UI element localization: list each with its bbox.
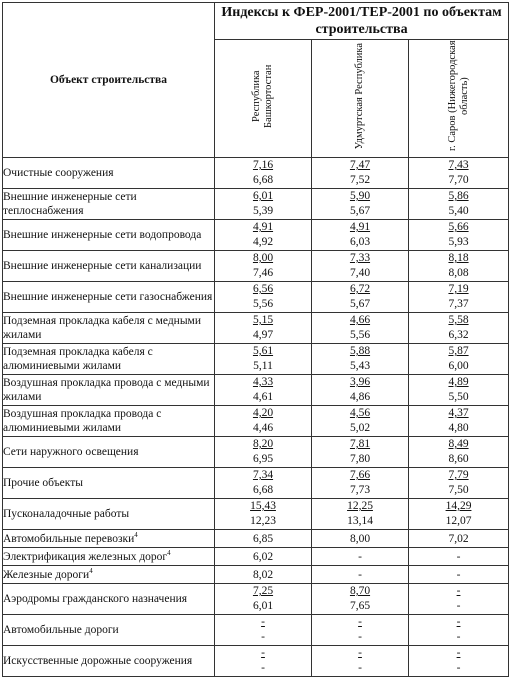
table-row <box>3 499 509 530</box>
table-header <box>3 3 509 158</box>
index-value-top: 8,70 <box>349 585 371 597</box>
table-row <box>3 251 509 282</box>
index-cell <box>409 158 509 189</box>
index-pair <box>215 646 311 676</box>
index-value-bottom: 8,60 <box>448 453 469 465</box>
index-cell <box>409 251 509 282</box>
index-value-top: 8,18 <box>448 252 469 264</box>
table-row <box>3 646 509 677</box>
object-column-header: Объект строительства <box>3 3 215 158</box>
index-value-bottom: 7,46 <box>252 267 274 279</box>
index-value-bottom: 4,86 <box>349 391 371 403</box>
index-pair <box>409 375 508 405</box>
index-value-bottom: 5,43 <box>349 360 371 372</box>
index-cell <box>312 251 409 282</box>
object-name: Подземная прокладка кабеля с медными жилами <box>3 315 201 341</box>
object-name: Аэродромы гражданского назначения <box>3 593 188 605</box>
index-value-top: 5,86 <box>448 190 469 202</box>
index-cell <box>312 220 409 251</box>
index-pair <box>215 468 311 498</box>
index-value-top: 7,16 <box>252 159 274 171</box>
index-value-bottom: - <box>456 600 461 612</box>
object-name: Сети наружного освещения <box>3 446 139 458</box>
index-pair <box>409 406 508 436</box>
index-cell <box>312 406 409 437</box>
index-pair <box>215 344 311 374</box>
region-label: г. Саров (Нижегородская область) <box>446 40 470 152</box>
object-name-cell <box>3 406 215 437</box>
index-value-bottom: 5,40 <box>448 205 469 217</box>
index-pair <box>215 499 311 529</box>
index-value: 6,02 <box>252 550 274 563</box>
index-value-bottom: 5,39 <box>252 205 274 217</box>
object-name-cell <box>3 344 215 375</box>
index-cell <box>409 646 509 677</box>
index-cell <box>215 548 312 566</box>
index-value-top: 4,89 <box>448 376 469 388</box>
index-value-bottom: 4,46 <box>252 422 274 434</box>
object-name-cell <box>3 584 215 615</box>
index-pair <box>409 220 508 250</box>
index-value: 8,00 <box>349 532 371 545</box>
index-value-top: - <box>261 616 265 628</box>
index-value-bottom: 7,65 <box>349 600 371 612</box>
index-value-top: 3,96 <box>349 376 371 388</box>
index-value-bottom: 5,67 <box>349 205 371 217</box>
region-header <box>409 40 509 158</box>
index-value-bottom: 5,67 <box>349 298 371 310</box>
object-name: Воздушная прокладка провода с медными жилами <box>3 377 210 403</box>
index-pair <box>409 437 508 467</box>
index-value-top: 4,37 <box>448 407 469 419</box>
object-name-cell <box>3 251 215 282</box>
index-value-top: 15,43 <box>250 500 276 512</box>
index-value-bottom: 6,01 <box>252 600 274 612</box>
table-body <box>3 158 509 677</box>
index-cell <box>409 189 509 220</box>
footnote-marker: 4 <box>167 548 171 557</box>
index-value-bottom: 7,70 <box>448 174 469 186</box>
index-cell <box>409 584 509 615</box>
index-value-bottom: 5,56 <box>252 298 274 310</box>
object-name: Воздушная прокладка провода с алюминиевыми жилами <box>3 408 162 434</box>
indices-title: Индексы к ФЕР-2001/ТЕР-2001 по объектам строительства <box>215 3 509 40</box>
index-value-top: 8,20 <box>252 438 274 450</box>
object-name: Подземная прокладка кабеля с алюминиевыми жилами <box>3 346 153 372</box>
index-cell <box>312 584 409 615</box>
index-value-top: 7,33 <box>349 252 371 264</box>
index-cell <box>215 251 312 282</box>
index-cell <box>312 189 409 220</box>
index-value-top: 7,19 <box>448 283 469 295</box>
index-pair <box>215 189 311 219</box>
index-value-bottom: 8,08 <box>448 267 469 279</box>
index-value-top: - <box>358 616 362 628</box>
object-name-cell <box>3 220 215 251</box>
index-cell <box>215 220 312 251</box>
index-pair <box>312 646 408 676</box>
index-cell <box>215 406 312 437</box>
index-value-top: 4,91 <box>252 221 274 233</box>
index-cell <box>312 530 409 548</box>
region-label: Удмуртская Республика <box>354 42 365 150</box>
index-value-top: 6,72 <box>349 283 371 295</box>
index-cell <box>409 468 509 499</box>
index-pair <box>215 158 311 188</box>
table-row <box>3 344 509 375</box>
index-cell <box>215 584 312 615</box>
index-cell <box>312 437 409 468</box>
index-cell <box>312 646 409 677</box>
index-value-top: 4,33 <box>252 376 274 388</box>
index-value-top: 8,00 <box>252 252 274 264</box>
object-name-cell <box>3 615 215 646</box>
index-value-top: 5,87 <box>448 345 469 357</box>
object-name: Электрификация железных дорог <box>3 550 168 563</box>
index-cell <box>409 530 509 548</box>
index-cell <box>409 566 509 584</box>
index-value-bottom: 5,02 <box>349 422 371 434</box>
index-cell <box>215 646 312 677</box>
index-value-top: 7,81 <box>349 438 371 450</box>
object-name: Внешние инженерные сети водопровода <box>3 229 202 241</box>
index-value-top: - <box>261 647 265 659</box>
index-pair <box>409 282 508 312</box>
object-name-cell <box>3 499 215 530</box>
table-row <box>3 375 509 406</box>
index-pair <box>215 406 311 436</box>
index-cell <box>215 530 312 548</box>
index-value-top: - <box>456 616 461 628</box>
region-label: Республика Башкортостан <box>251 64 274 128</box>
object-name: Очистные сооружения <box>3 167 114 179</box>
index-pair <box>215 584 311 614</box>
index-pair <box>312 189 408 219</box>
index-pair <box>312 499 408 529</box>
table-row <box>3 158 509 189</box>
index-value-top: 4,56 <box>349 407 371 419</box>
index-value-bottom: 5,50 <box>448 391 469 403</box>
index-cell <box>409 344 509 375</box>
index-value-bottom: 6,03 <box>349 236 371 248</box>
index-value: - <box>358 550 362 563</box>
index-value-top: 14,29 <box>445 500 472 512</box>
object-name-cell <box>3 548 215 566</box>
index-pair <box>409 615 508 645</box>
index-cell <box>215 313 312 344</box>
index-pair <box>409 251 508 281</box>
index-cell <box>409 220 509 251</box>
index-value-bottom: 5,11 <box>253 360 273 372</box>
index-cell <box>409 406 509 437</box>
index-value-bottom: 6,00 <box>448 360 469 372</box>
index-value: 7,02 <box>448 532 469 545</box>
index-cell <box>215 189 312 220</box>
index-pair <box>215 375 311 405</box>
index-cell <box>312 158 409 189</box>
region-header <box>215 40 312 158</box>
object-name: Железные дороги <box>3 568 90 581</box>
index-value-bottom: 5,93 <box>448 236 469 248</box>
index-pair <box>409 499 508 529</box>
index-value-bottom: - <box>358 662 362 674</box>
index-cell <box>409 499 509 530</box>
index-value-top: 4,20 <box>252 407 274 419</box>
index-cell <box>215 375 312 406</box>
index-pair <box>312 220 408 250</box>
object-name: Автомобильные дороги <box>3 624 119 636</box>
object-name: Внешние инженерные сети теплоснабжения <box>3 191 137 217</box>
index-cell <box>215 468 312 499</box>
index-value-bottom: 4,97 <box>252 329 274 341</box>
object-name: Искусственные дорожные сооружения <box>3 655 193 667</box>
index-cell <box>215 344 312 375</box>
index-value-bottom: 6,32 <box>448 329 469 341</box>
index-cell <box>409 615 509 646</box>
index-cell <box>312 282 409 313</box>
index-value-top: 12,25 <box>347 500 373 512</box>
index-pair <box>312 313 408 343</box>
index-cell <box>409 548 509 566</box>
index-value-top: 7,66 <box>349 469 371 481</box>
object-name: Пусконаладочные работы <box>3 508 130 520</box>
index-pair <box>312 615 408 645</box>
index-value-bottom: 7,40 <box>349 267 371 279</box>
index-pair <box>215 220 311 250</box>
index-value-bottom: 13,14 <box>347 515 373 527</box>
index-value-top: 7,25 <box>252 585 274 597</box>
index-cell <box>409 313 509 344</box>
index-value-top: 4,66 <box>349 314 371 326</box>
index-value-bottom: 7,50 <box>448 484 469 496</box>
index-value-bottom: - <box>456 662 461 674</box>
index-value-top: 5,15 <box>252 314 274 326</box>
index-pair <box>215 313 311 343</box>
index-cell <box>312 499 409 530</box>
index-value-top: 7,47 <box>349 159 371 171</box>
table-row <box>3 282 509 313</box>
index-pair <box>312 158 408 188</box>
index-value-bottom: 4,61 <box>252 391 274 403</box>
table-row <box>3 566 509 584</box>
object-name-cell <box>3 189 215 220</box>
index-value-top: 7,79 <box>448 469 469 481</box>
index-value-bottom: - <box>358 631 362 643</box>
index-cell <box>215 499 312 530</box>
index-value-bottom: - <box>261 631 265 643</box>
index-pair <box>312 468 408 498</box>
index-value-top: - <box>456 647 461 659</box>
index-value-top: 7,43 <box>448 159 469 171</box>
index-value-bottom: 7,37 <box>448 298 469 310</box>
region-header <box>312 40 409 158</box>
object-name: Внешние инженерные сети канализации <box>3 260 202 272</box>
index-pair <box>409 468 508 498</box>
index-cell <box>409 282 509 313</box>
index-value-bottom: 4,92 <box>252 236 274 248</box>
index-pair <box>409 158 508 188</box>
index-value-top: 6,01 <box>252 190 274 202</box>
index-pair <box>312 251 408 281</box>
index-pair <box>312 437 408 467</box>
index-value-top: 8,49 <box>448 438 469 450</box>
index-value-bottom: 7,73 <box>349 484 371 496</box>
table-row <box>3 189 509 220</box>
object-name: Прочие объекты <box>3 477 83 489</box>
index-cell <box>215 615 312 646</box>
index-value-top: 5,58 <box>448 314 469 326</box>
index-pair <box>312 406 408 436</box>
index-pair <box>215 282 311 312</box>
table-row <box>3 406 509 437</box>
index-pair <box>215 615 311 645</box>
index-value: - <box>358 568 362 581</box>
construction-indices-table <box>2 2 509 677</box>
object-name-cell <box>3 313 215 344</box>
index-pair <box>409 189 508 219</box>
index-cell <box>215 282 312 313</box>
index-pair <box>215 251 311 281</box>
index-cell <box>312 375 409 406</box>
index-value: - <box>456 568 461 581</box>
index-cell <box>312 344 409 375</box>
index-cell <box>312 468 409 499</box>
index-cell <box>215 158 312 189</box>
index-value-bottom: 7,52 <box>349 174 371 186</box>
index-cell <box>409 437 509 468</box>
index-value-bottom: 6,68 <box>252 174 274 186</box>
table-row <box>3 220 509 251</box>
table-row <box>3 584 509 615</box>
index-cell <box>312 615 409 646</box>
index-cell <box>409 375 509 406</box>
index-pair <box>409 344 508 374</box>
index-value-top: 5,66 <box>448 221 469 233</box>
index-value-bottom: - <box>456 631 461 643</box>
index-pair <box>312 375 408 405</box>
index-pair <box>312 344 408 374</box>
object-name-cell <box>3 530 215 548</box>
table-row <box>3 615 509 646</box>
index-value-bottom: 12,07 <box>445 515 472 527</box>
index-value-bottom: 7,80 <box>349 453 371 465</box>
index-pair <box>409 646 508 676</box>
index-value-top: 5,61 <box>252 345 274 357</box>
object-name-cell <box>3 158 215 189</box>
index-value-bottom: 6,68 <box>252 484 274 496</box>
table-row <box>3 530 509 548</box>
object-name-cell <box>3 375 215 406</box>
object-name-cell <box>3 646 215 677</box>
index-value: 8,02 <box>252 568 274 581</box>
object-name: Автомобильные перевозки <box>3 532 135 545</box>
index-value-top: - <box>358 647 362 659</box>
index-value-bottom: 12,23 <box>250 515 276 527</box>
index-value-bottom: 6,95 <box>252 453 274 465</box>
index-cell <box>312 313 409 344</box>
index-value-top: 5,90 <box>349 190 371 202</box>
table-row <box>3 548 509 566</box>
index-value-top: - <box>456 585 461 597</box>
object-name-cell <box>3 566 215 584</box>
index-value-top: 5,88 <box>349 345 371 357</box>
object-name-cell <box>3 468 215 499</box>
index-pair <box>409 313 508 343</box>
index-pair <box>312 584 408 614</box>
index-cell <box>312 566 409 584</box>
table-row <box>3 437 509 468</box>
object-name: Внешние инженерные сети газоснабжения <box>3 291 213 303</box>
index-pair <box>312 282 408 312</box>
index-value-bottom: - <box>261 662 265 674</box>
index-value: - <box>456 550 461 563</box>
index-value-top: 6,56 <box>252 283 274 295</box>
index-pair <box>409 584 508 614</box>
table-row <box>3 313 509 344</box>
object-name-cell <box>3 437 215 468</box>
index-value-top: 4,91 <box>349 221 371 233</box>
footnote-marker: 4 <box>89 566 93 575</box>
object-name-cell <box>3 282 215 313</box>
table-row <box>3 468 509 499</box>
index-value-bottom: 4,80 <box>448 422 469 434</box>
index-value: 6,85 <box>252 532 274 545</box>
index-value-top: 7,34 <box>252 469 274 481</box>
index-value-bottom: 5,56 <box>349 329 371 341</box>
index-cell <box>215 437 312 468</box>
index-cell <box>312 548 409 566</box>
index-pair <box>215 437 311 467</box>
index-cell <box>215 566 312 584</box>
footnote-marker: 4 <box>134 530 138 539</box>
